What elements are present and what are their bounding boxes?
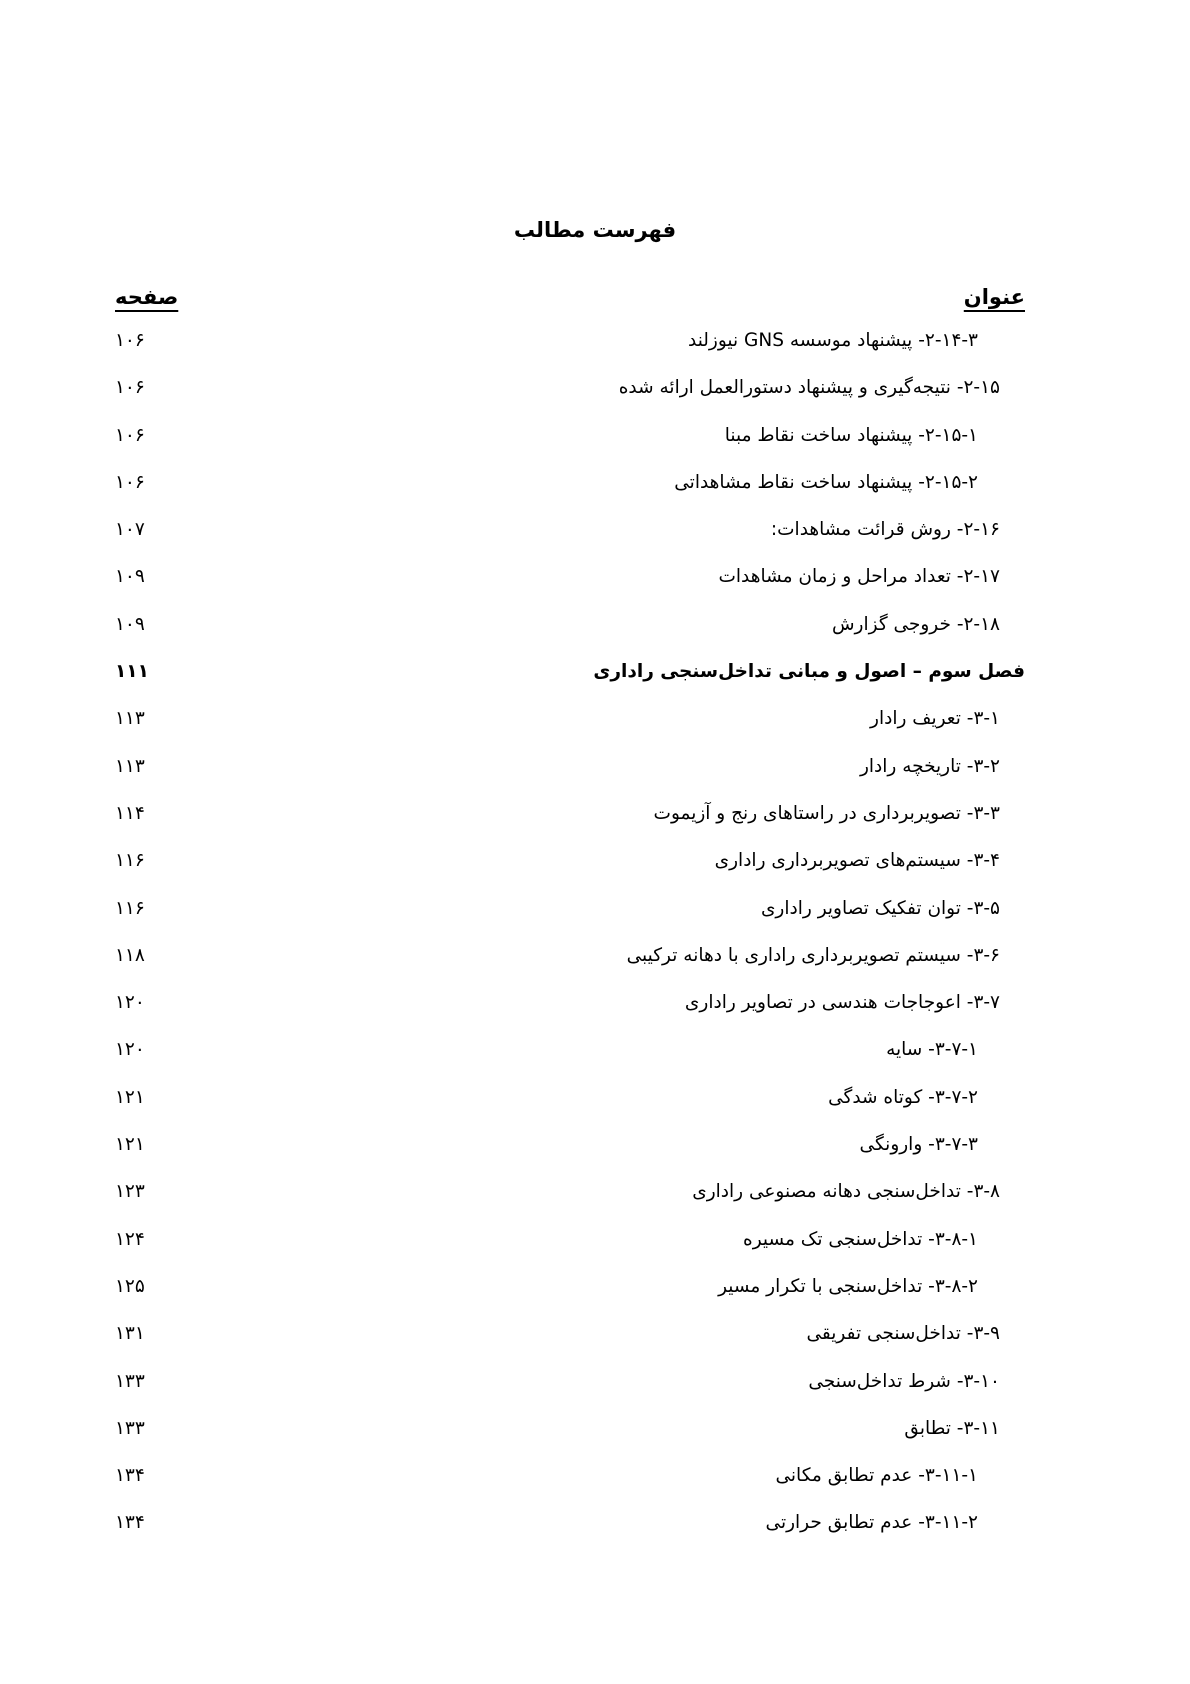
toc-entry-page-number: ۱۱۳	[115, 755, 145, 777]
toc-entry-title: ۳-۷-۳- وارونگی	[859, 1134, 978, 1156]
toc-entry-title: ۳-۸- تداخل‌سنجی دهانه مصنوعی راداری	[692, 1181, 1000, 1203]
toc-entry-page-number: ۱۰۶	[115, 377, 145, 399]
toc-row	[0, 565, 1190, 612]
toc-row	[0, 897, 1190, 944]
toc-entry-page-number: ۱۳۳	[115, 1370, 145, 1392]
toc-entry-title: ۲-۱۵-۲- پیشنهاد ساخت نقاط مشاهداتی	[674, 471, 978, 493]
toc-row	[0, 1417, 1190, 1464]
toc-entry-title: ۳-۷- اعوجاجات هندسی در تصاویر راداری	[684, 992, 1000, 1014]
toc-entry-page-number: ۱۱۶	[115, 897, 145, 919]
toc-row	[0, 1180, 1190, 1227]
toc-chapter-row	[0, 660, 1190, 707]
toc-entry-page-number: ۱۰۶	[115, 330, 145, 351]
toc-entry-page-number: ۱۲۰	[115, 992, 145, 1014]
toc-entry-title: ۳-۲- تاریخچه رادار	[859, 755, 1000, 777]
toc-entry-title: ۳-۵- توان تفکیک تصاویر راداری	[760, 897, 1000, 919]
toc-row	[0, 944, 1190, 991]
toc-row	[0, 518, 1190, 565]
page-title: فهرست مطالب	[513, 218, 677, 242]
toc-entry-title: ۳-۸-۲- تداخل‌سنجی با تکرار مسیر	[718, 1275, 978, 1297]
toc-entry-title: ۳-۷-۱- سایه	[886, 1039, 978, 1061]
toc-entry-page-number: ۱۰۶	[115, 471, 145, 493]
toc-entry-page-number: ۱۲۱	[115, 1086, 145, 1108]
toc-entry-page-number: ۱۱۸	[115, 944, 145, 966]
toc-row	[0, 376, 1190, 423]
title-column-header: عنوان	[963, 285, 1025, 309]
toc-row	[0, 1133, 1190, 1180]
toc-entry-page-number: ۱۳۳	[115, 1417, 145, 1439]
toc-entry-title: ۳-۸-۱- تداخل‌سنجی تک مسیره	[743, 1228, 978, 1250]
toc-row	[0, 849, 1190, 896]
toc-entry-page-number: ۱۳۴	[115, 1465, 145, 1487]
toc-entry-page-number: ۱۲۳	[115, 1181, 145, 1203]
toc-entry-page-number: ۱۲۵	[115, 1275, 145, 1297]
toc-entry-page-number: ۱۰۶	[115, 424, 145, 446]
toc-entry-title: ۳-۱۱- تطابق	[904, 1417, 1000, 1439]
toc-row	[0, 991, 1190, 1038]
toc-entry-page-number: ۱۰۷	[115, 519, 145, 541]
toc-row	[0, 802, 1190, 849]
toc-entry-title: ۳-۴- سیستم‌های تصویربرداری راداری	[714, 850, 1000, 872]
toc-row	[0, 613, 1190, 660]
toc-entry-title: ۳-۱۱-۲- عدم تطابق حرارتی	[765, 1512, 978, 1534]
toc-entry-title: ۳-۳- تصویربرداری در راستاهای رنج و آزیموت	[653, 802, 1000, 824]
toc-row	[0, 755, 1190, 802]
toc-entry-page-number: ۱۲۱	[115, 1134, 145, 1156]
toc-entry-title: ۲-۱۵- نتیجه‌گیری و پیشنهاد دستورالعمل ارائه شده	[618, 377, 1000, 399]
toc-entry-page-number: ۱۱۴	[115, 802, 145, 824]
toc-entry-page-number: ۱۱۶	[115, 850, 145, 872]
toc-row	[0, 1464, 1190, 1511]
toc-row	[0, 1086, 1190, 1133]
toc-row	[0, 1228, 1190, 1275]
toc-row	[0, 1511, 1190, 1558]
toc-entry-title: ۳-۱۱-۱- عدم تطابق مکانی	[775, 1465, 978, 1487]
toc-entry-page-number: ۱۱۳	[115, 708, 145, 730]
toc-entry-page-number: ۱۳۴	[115, 1512, 145, 1534]
toc-entry-page-number: ۱۱۱	[115, 661, 149, 683]
toc-entry-title: فصل سوم – اصول و مبانی تداخل‌سنجی راداری	[593, 661, 1025, 683]
toc-row	[0, 424, 1190, 471]
toc-entry-title: ۲-۱۴-۳- پیشنهاد موسسه GNS نیوزلند	[687, 330, 978, 351]
toc-entry-title: ۳-۷-۲- کوتاه شدگی	[828, 1086, 978, 1108]
toc-entry-title: ۳-۱- تعریف رادار	[870, 708, 1000, 730]
toc-row	[0, 1275, 1190, 1322]
toc-entry-title: ۳-۹- تداخل‌سنجی تفریقی	[806, 1323, 1000, 1345]
toc-entry-page-number: ۱۳۱	[115, 1323, 145, 1345]
toc-row	[0, 707, 1190, 754]
toc-entry-title: ۲-۱۷- تعداد مراحل و زمان مشاهدات	[718, 566, 1000, 588]
toc-entry-page-number: ۱۰۹	[115, 566, 145, 588]
toc-entry-title: ۳-۱۰- شرط تداخل‌سنجی	[808, 1370, 1000, 1392]
toc-row	[0, 329, 1190, 376]
toc-row	[0, 1370, 1190, 1417]
toc-row	[0, 1038, 1190, 1085]
toc-entry-title: ۲-۱۶- روش قرائت مشاهدات:	[770, 519, 1000, 541]
toc-list	[0, 329, 1190, 1559]
toc-entry-title: ۲-۱۵-۱- پیشنهاد ساخت نقاط مبنا	[724, 424, 978, 446]
page-column-header: صفحه	[115, 285, 179, 309]
toc-row	[0, 1322, 1190, 1369]
toc-entry-page-number: ۱۰۹	[115, 613, 145, 635]
toc-row	[0, 471, 1190, 518]
toc-entry-title: ۲-۱۸- خروجی گزارش	[831, 613, 1000, 635]
toc-entry-page-number: ۱۲۰	[115, 1039, 145, 1061]
toc-entry-title: ۳-۶- سیستم تصویربرداری راداری با دهانه ترکیبی	[626, 944, 1000, 966]
toc-entry-page-number: ۱۲۴	[115, 1228, 145, 1250]
